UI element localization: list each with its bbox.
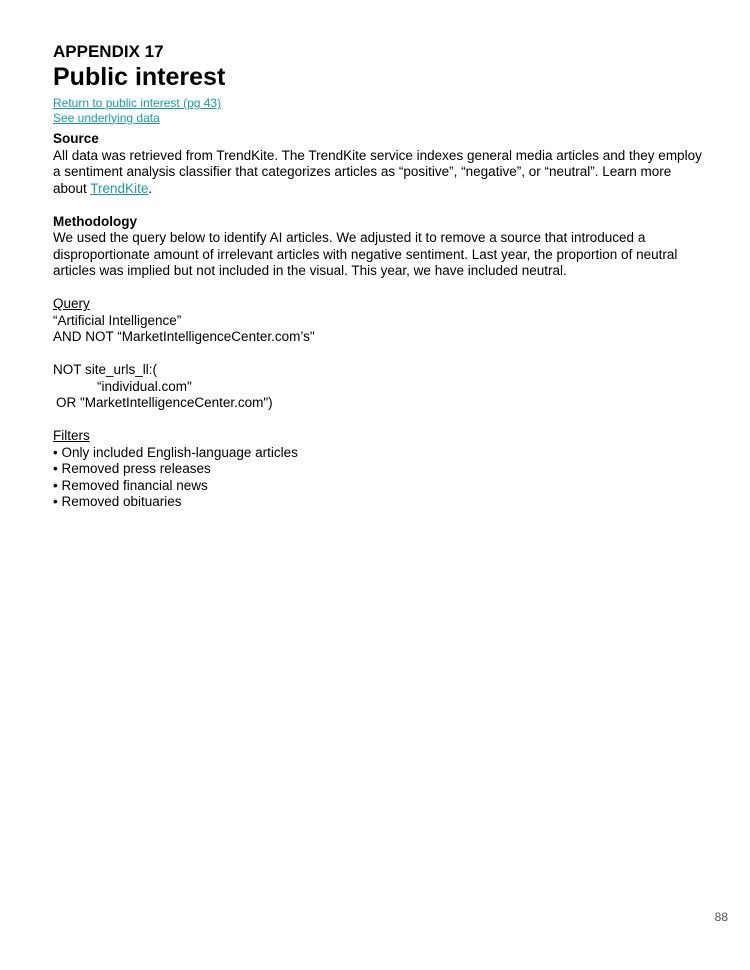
filter-item: • Only included English-language articles (53, 444, 298, 460)
methodology-section (53, 214, 703, 280)
query-label: Query (53, 296, 90, 311)
query-line-4: “individual.com" (97, 378, 192, 394)
page-number: 88 (714, 910, 728, 924)
query-line-1: “Artificial Intelligence” (53, 312, 182, 328)
source-text-body: All data was retrieved from TrendKite. The TrendKite service indexes general media articles and they employ a sentiment analysis classifier that categorizes articles as “positive”, “negative”, or “neutral”. Learn more about (53, 147, 702, 196)
trendkite-link[interactable]: TrendKite (90, 180, 149, 196)
methodology-text: We used the query below to identify AI articles. We adjusted it to remove a source that introduced a disproportionate amount of irrelevant articles with negative sentiment. Last year, the proportion of neutral articles was implied but not included in the visual. This year, we have included neutral. (53, 230, 678, 278)
filter-item: • Removed press releases (53, 461, 211, 476)
query-line-3: NOT site_urls_ll:( (53, 362, 158, 377)
filters-section (53, 428, 703, 511)
query-line-5: OR "MarketIntelligenceCenter.com") (56, 395, 273, 410)
page-title: Public interest (53, 63, 226, 91)
source-section (53, 131, 703, 197)
methodology-heading: Methodology (53, 213, 137, 229)
appendix-label: APPENDIX 17 (53, 42, 164, 61)
filter-item: • Removed obituaries (53, 494, 182, 509)
filters-label: Filters (53, 428, 90, 443)
query-line-2: AND NOT “MarketIntelligenceCenter.com’s" (53, 329, 315, 344)
return-to-public-interest-link[interactable]: Return to public interest (pg 43) (53, 96, 222, 110)
source-text-end: . (148, 180, 153, 196)
see-underlying-data-link[interactable]: See underlying data (53, 110, 160, 125)
source-heading: Source (53, 131, 99, 146)
filter-item: • Removed financial news (53, 477, 208, 493)
page-content (53, 42, 703, 511)
source-text (53, 148, 703, 198)
query-section (53, 296, 703, 412)
